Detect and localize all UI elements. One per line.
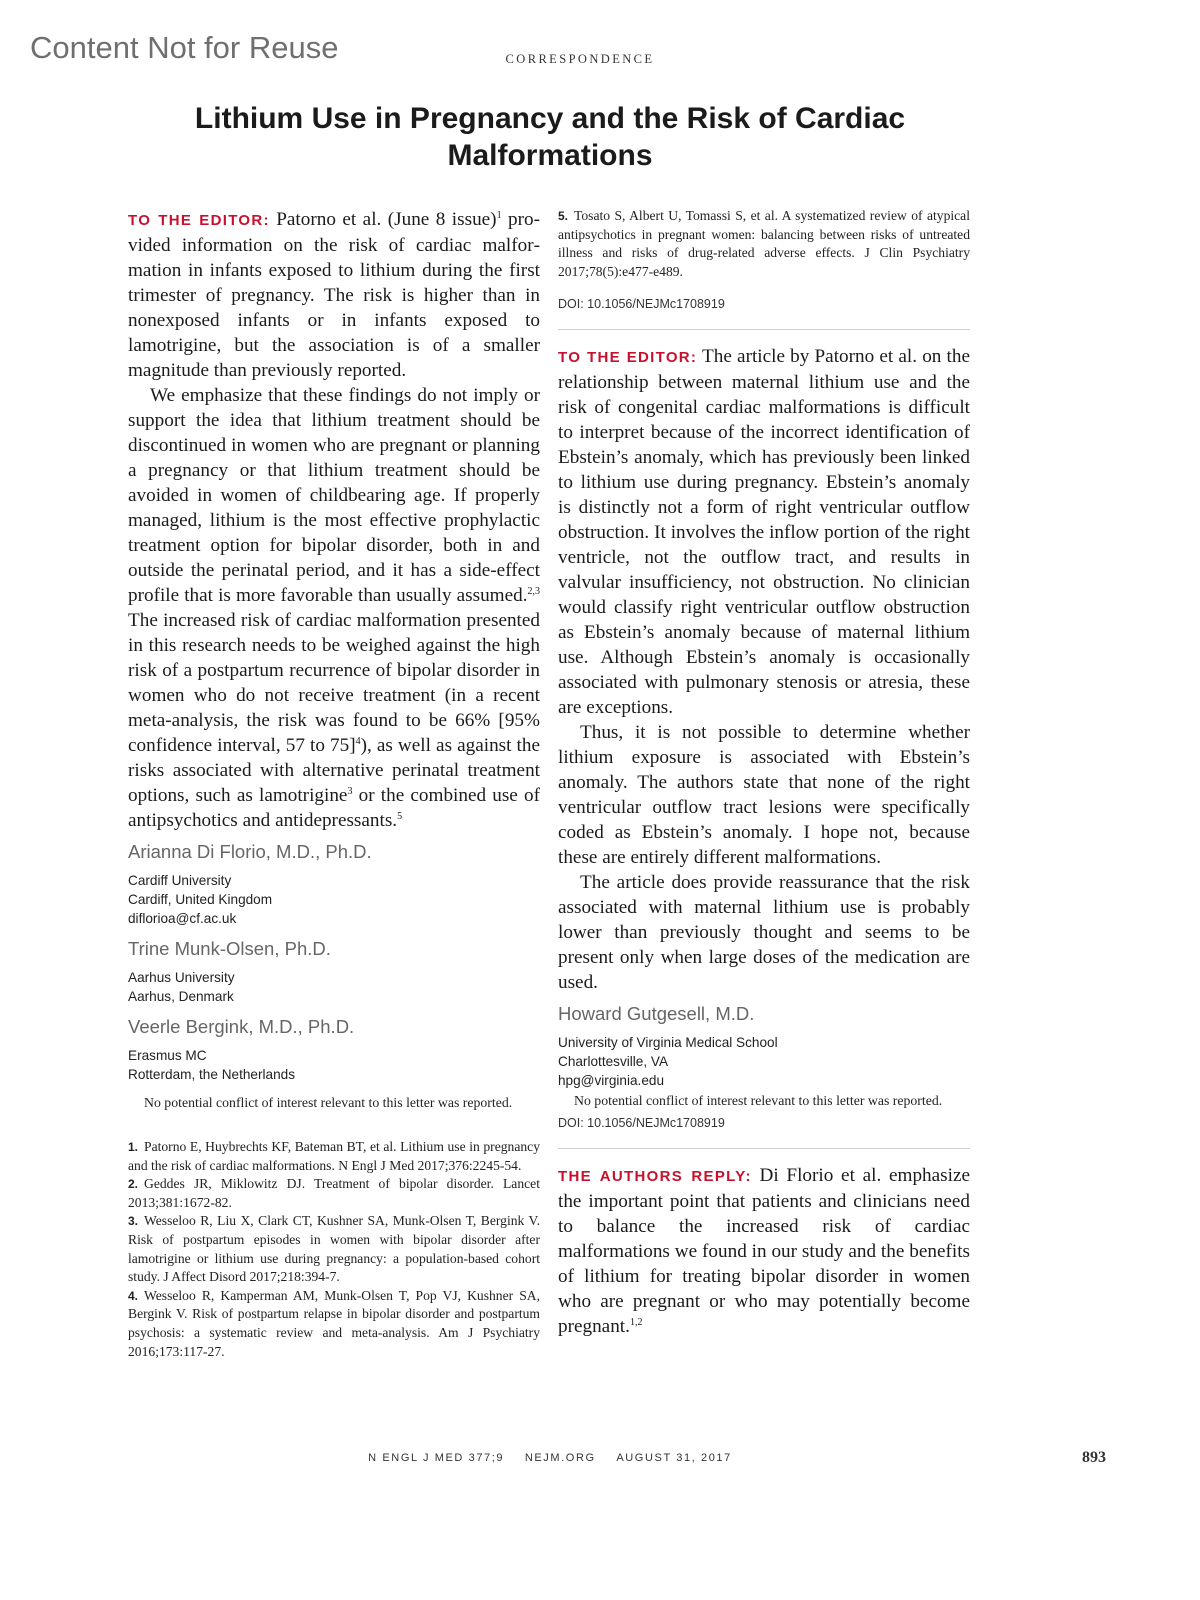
left-column [128,207,540,1361]
letter1-paragraph-2 [128,383,540,833]
reference-text: Tosato S, Albert U, Tomassi S, et al. A systematized review of atypical antipsychotics in pregnant women: balancing between risks of untreated illness and risks of drug-related adverse effects. J Clin Psychiatry 2017;78(5):e477-e489. [558,208,970,279]
affiliation-line: Cardiff University [128,873,232,888]
citation-sup: 2,3 [527,586,540,597]
reference-number: 2. [128,1177,139,1192]
author-affiliation [128,968,540,1006]
affiliation-line: Rotterdam, the Netherlands [128,1067,295,1082]
letter2-paragraph-2: Thus, it is not possible to determine whether lithium exposure is associated with Ebstein’s anomaly. The authors state that none of the right ventricular outflow tract lesions were specifically coded as Ebstein’s anomaly. I hope not, because these are entirely different malformations. [558,722,970,869]
doi: DOI: 10.1056/NEJMc1708919 [558,297,725,312]
author-affiliation [128,1046,540,1084]
reference-item [128,1212,540,1286]
conflict-statement: No potential conflict of interest relevant to this letter was reported. [144,1095,513,1110]
author-email: hpg@virginia.edu [558,1073,665,1089]
letter1-lead: TO THE EDITOR: [128,212,270,229]
right-column [558,207,970,1339]
section-label: CORRESPONDENCE [505,52,655,66]
reference-list [128,1138,540,1361]
letter1-p2-text-a: We emphasize that these findings do not imply or support the idea that lithium treatment should be discontinued in women who are pregnant or planning a pregnancy or that lithium treatment should be avoided in women of childbearing age. If properly managed, lithium is the most effective prophylactic treatment option for bipolar disorder, both in and outside the perinatal period, and it has a side-effect profile that is more favorable than usually assumed. [128,385,540,606]
reference-item [128,1138,540,1175]
footer-site: NEJM.ORG [524,1452,596,1464]
letter2-lead: TO THE EDITOR: [558,349,698,367]
citation-sup: 3 [347,786,353,797]
reference-text: Geddes JR, Miklowitz DJ. Treatment of bipolar disorder. Lancet 2013;381:1672-82. [128,1176,540,1210]
author-name: Howard Gutgesell, M.D. [558,1003,755,1025]
reply-paragraph [558,1163,970,1339]
citation-sup: 1,2 [629,1317,643,1329]
footer-journal: N ENGL J MED 377;9 [368,1452,505,1464]
affiliation-line: Cardiff, United Kingdom [128,892,273,907]
letter2-paragraph-1 [558,344,970,720]
reference-item [558,207,970,281]
citation-sup: 5 [397,811,403,822]
letter1-p1-text-b: provided information on the risk of cardiac malformation in infants exposed to lithium during the first trimester of pregnancy. The risk is higher than in nonexposed infants or in infants exposed to lamotrigine, but the association is of a smaller magnitude than previously reported. [128,209,540,381]
reference-item [128,1175,540,1212]
page-number: 893 [1082,1449,1106,1466]
reference-number: 1. [128,1140,139,1154]
author-name: Trine Munk-Olsen, Ph.D. [128,938,331,959]
letter1-p1-text-a: Patorno et al. (June 8 issue) [269,209,497,230]
affiliation-line: Charlottesville, VA [558,1054,669,1070]
letter1-p2-text-b: The increased risk of cardiac malformation presented in this research needs to be weighed against the high risk of a postpartum recurrence of bipolar disorder in women who do not receive treatment (in a recent meta-analysis, the risk was found to be 66% [95% confidence interval, 57 to 75] [128,610,540,756]
author-name: Arianna Di Florio, M.D., Ph.D. [128,841,372,862]
letter-divider [558,329,970,330]
reference-text: Wesseloo R, Kamperman AM, Munk-Olsen T, Pop VJ, Kushner SA, Bergink V. Risk of postpartum relapse in bipolar disorder and postpartum psychosis: a systematic review and meta-analysis. Am J Psychiatry 2016;173:117-27. [128,1287,540,1359]
affiliation-line: University of Virginia Medical School [558,1035,778,1051]
reply-text: Di Florio et al. emphasize the important point that patients and clinicians need to balance the increased risk of cardiac malformations we found in our study and the benefits of lithium for treating bipolar disorder in women who are pregnant or who may potentially become pregnant. [558,1165,970,1338]
footer-date: AUGUST 31, 2017 [616,1452,732,1464]
reference-item [128,1287,540,1361]
reference-text: Patorno E, Huybrechts KF, Bateman BT, et al. Lithium use in pregnancy and the risk of cardiac malformations. N Engl J Med 2017;376:2245-54. [128,1139,540,1173]
reference-number: 3. [128,1214,139,1229]
reference-number: 4. [128,1288,139,1303]
letter-divider [558,1148,970,1149]
affiliation-line: Aarhus, Denmark [128,989,234,1004]
citation-sup: 4 [355,736,361,747]
doi: DOI: 10.1056/NEJMc1708919 [558,1116,725,1131]
citation-sup: 1 [496,210,502,221]
conflict-statement: No potential conflict of interest relevant to this letter was reported. [574,1093,943,1109]
letter1-paragraph-1 [128,207,540,383]
watermark: Content Not for Reuse [30,30,339,65]
reference-text: Wesseloo R, Liu X, Clark CT, Kushner SA, Munk-Olsen T, Bergink V. Risk of postpartum episodes in women with bipolar disorder after lamotrigine or lithium use during pregnancy: a population-based cohort study. J Affect Disord 2017;218:394-7. [128,1213,540,1285]
article-title: Lithium Use in Pregnancy and the Risk of Cardiac Malformations [194,102,906,172]
author-affiliation [558,1033,970,1090]
author-affiliation [128,871,540,928]
page-footer [0,1452,1100,1464]
reference-number: 5. [558,209,569,223]
letter2-paragraph-3: The article does provide reassurance that the risk associated with maternal lithium use is probably lower than previously thought and seems to be present only when large doses of the medication are used. [558,872,970,994]
affiliation-line: Erasmus MC [128,1048,207,1063]
author-name: Veerle Bergink, M.D., Ph.D. [128,1016,355,1037]
reply-lead: THE AUTHORS REPLY: [558,1168,752,1186]
letter2-p1-text: The article by Patorno et al. on the relationship between maternal lithium use and the risk of congenital cardiac malformations is difficult to interpret because of the incorrect identification of Ebstein’s anomaly, which has previously been linked to lithium use during pregnancy. Ebstein’s anomaly is distinctly not a form of right ventricular outflow obstruction. It involves the inflow portion of the right ventricle, not the outflow tract, and results in valvular insufficiency, not obstruction. No clinician would classify right ventricular outflow obstruction as Ebstein’s anomaly because of maternal lithium use. Although Ebstein’s anomaly is occasionally associated with pulmonary stenosis or atresia, these are exceptions. [558,346,970,719]
affiliation-line: Aarhus University [128,970,235,985]
author-email: diflorioa@cf.ac.uk [128,911,237,926]
letter1-p2-text-d: or the combined use of antipsychotics and antidepressants. [128,785,540,831]
letter1-p2-text-c: ), as well as against the risks associated with alternative perinatal treatment options, such as lamotrigine [128,735,540,806]
